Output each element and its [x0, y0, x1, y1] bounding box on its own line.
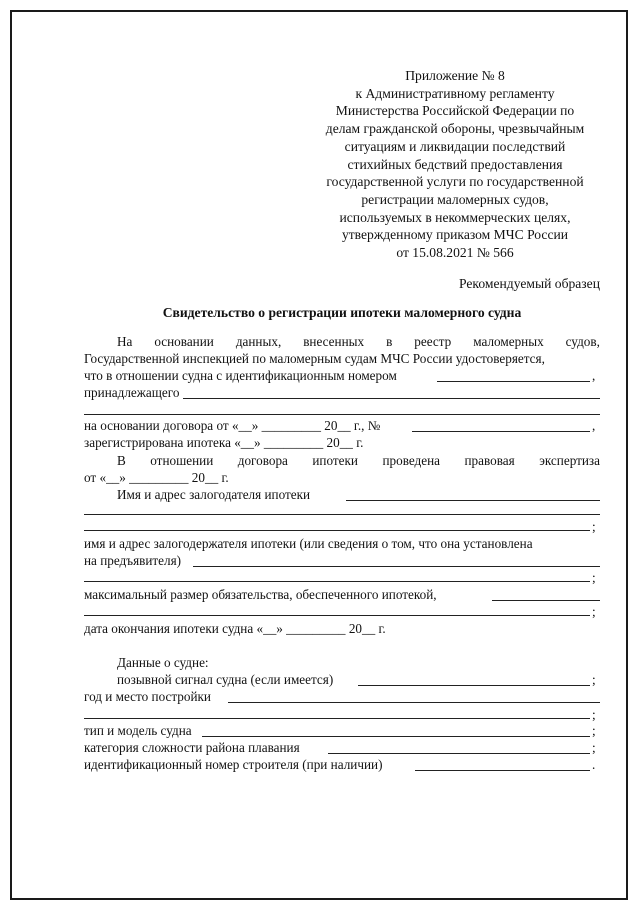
punct-period: .: [592, 757, 596, 772]
owner-label: принадлежащего: [84, 385, 180, 400]
call-sign-field[interactable]: [358, 685, 590, 686]
pledgee-field-continued[interactable]: [84, 581, 590, 582]
expertise-line-1: [117, 453, 600, 469]
word: ипотеки: [312, 453, 358, 468]
type-model-label: тип и модель судна: [84, 723, 192, 738]
year-place-field[interactable]: [228, 702, 600, 703]
word: В: [117, 453, 126, 468]
punct-semicolon: ;: [592, 672, 596, 687]
word: судов,: [565, 334, 600, 349]
category-label: категория сложности района плавания: [84, 740, 300, 755]
call-sign-label: позывной сигнал судна (если имеется): [117, 672, 334, 687]
category-field[interactable]: [328, 753, 590, 754]
appendix-header: [300, 67, 610, 262]
header-line: регистрации маломерных судов,: [361, 191, 549, 207]
punct-semicolon: ;: [592, 707, 596, 722]
pledgee-field[interactable]: [193, 566, 600, 567]
max-amount-label: максимальный размер обязательства, обеспеченного ипотекой,: [84, 587, 437, 602]
punct-semicolon: ;: [592, 604, 596, 619]
word: договора: [237, 453, 288, 468]
header-line: утвержденному приказом МЧС России: [341, 227, 569, 243]
word: проведена: [382, 453, 441, 468]
paragraph-1-line-3: что в отношении судна с идентификационным номером: [84, 368, 397, 383]
owner-field[interactable]: [183, 398, 600, 399]
recommended-sample-label: Рекомендуемый образец: [459, 276, 600, 291]
year-place-label: год и место постройки: [84, 689, 211, 704]
pledgor-field-continued[interactable]: [84, 530, 590, 531]
header-line: используемых в некоммерческих целях,: [339, 209, 571, 225]
punct-semicolon: ;: [592, 519, 596, 534]
punct-semicolon: ;: [592, 570, 596, 585]
pledgee-label-line-1: имя и адрес залогодержателя ипотеки (или сведения о том, что она установлена: [84, 536, 533, 551]
owner-field-continued[interactable]: [84, 414, 600, 415]
registration-date-line: зарегистрирована ипотека «__» _________ 20__ г.: [84, 435, 364, 450]
end-date-line: дата окончания ипотеки судна «__» _________ 20__ г.: [84, 621, 386, 636]
word: отношении: [150, 453, 214, 468]
paragraph-1-line-1: [117, 334, 600, 350]
word: данных,: [235, 334, 282, 349]
appendix-number: Приложение № 8: [405, 68, 505, 83]
punct-comma: ,: [592, 368, 596, 383]
document-title: Свидетельство о регистрации ипотеки маломерного судна: [162, 305, 522, 320]
punct-semicolon: ;: [592, 723, 596, 738]
header-line: стихийных бедствий предоставления: [347, 156, 563, 172]
type-model-field[interactable]: [202, 736, 590, 737]
pledgee-label-line-2: на предъявителя): [84, 553, 182, 568]
word: маломерных: [473, 334, 544, 349]
builder-id-field[interactable]: [415, 770, 590, 771]
word: реестр: [414, 334, 452, 349]
header-line: делам гражданской обороны, чрезвычайным: [325, 121, 585, 137]
paragraph-1-line-2: Государственной инспекцией по маломерным судам МЧС России удостоверяется,: [84, 351, 545, 366]
builder-id-label: идентификационный номер строителя (при наличии): [84, 757, 383, 772]
max-amount-field[interactable]: [492, 600, 600, 601]
header-line: Министерства Российской Федерации по: [335, 103, 575, 119]
max-amount-field-continued[interactable]: [84, 615, 590, 616]
vessel-id-field[interactable]: [437, 381, 590, 382]
word: внесенных: [303, 334, 365, 349]
word: На: [117, 334, 133, 349]
word: правовая: [464, 453, 515, 468]
header-line: к Административному регламенту: [355, 85, 555, 101]
word: экспертиза: [539, 453, 600, 468]
header-line: ситуациям и ликвидации последствий: [344, 138, 566, 154]
punct-comma: ,: [592, 418, 596, 433]
vessel-data-heading: Данные о судне:: [117, 655, 209, 670]
pledgor-label: Имя и адрес залогодателя ипотеки: [117, 487, 311, 502]
header-line: от 15.08.2021 № 566: [396, 245, 514, 261]
contract-line: на основании договора от «__» _________ 20__ г., №: [84, 418, 381, 433]
header-line: государственной услуги по государственной: [326, 174, 584, 190]
pledgor-field-continued[interactable]: [84, 514, 600, 515]
expertise-date-line: от «__» _________ 20__ г.: [84, 470, 229, 485]
contract-number-field[interactable]: [412, 431, 590, 432]
punct-semicolon: ;: [592, 740, 596, 755]
word: в: [386, 334, 393, 349]
year-place-field-continued[interactable]: [84, 718, 590, 719]
pledgor-field[interactable]: [346, 500, 600, 501]
word: основании: [154, 334, 214, 349]
